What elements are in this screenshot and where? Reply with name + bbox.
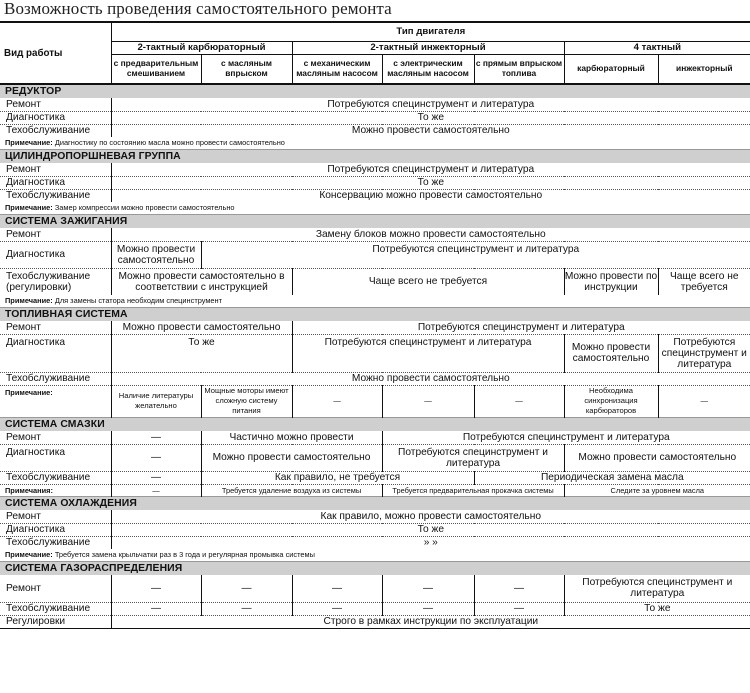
fuel-note-3: — bbox=[292, 385, 382, 417]
ignition-note bbox=[0, 295, 750, 307]
note-label: Примечание: bbox=[5, 296, 53, 306]
ignition-diag-b: Потребуются специнструмент и литература bbox=[201, 241, 750, 268]
cylinder-note bbox=[0, 202, 750, 214]
lub-note-c: Требуется предварительная прокачка системы bbox=[382, 484, 564, 496]
timing-repair-1: — bbox=[111, 575, 201, 602]
row-label-adjustments: Регулировки bbox=[0, 615, 111, 628]
col-oil-injection: с масляным впрыском bbox=[201, 54, 292, 84]
lub-maint-a: — bbox=[111, 471, 201, 484]
ignition-maint-d: Чаще всего не требуется bbox=[658, 268, 750, 295]
cooling-diagnostics: То же bbox=[111, 523, 750, 536]
timing-maint-d: То же bbox=[564, 602, 750, 615]
timing-maint-4: — bbox=[382, 602, 474, 615]
section-reducer: РЕДУКТОР bbox=[0, 84, 750, 98]
fuel-note-4: — bbox=[382, 385, 474, 417]
section-ignition: СИСТЕМА ЗАЖИГАНИЯ bbox=[0, 214, 750, 228]
col-direct-injection: с прямым впрыском топлива bbox=[474, 54, 564, 84]
timing-maint-5: — bbox=[474, 602, 564, 615]
reducer-note bbox=[0, 137, 750, 149]
row-label-diagnostics: Диагностика bbox=[0, 444, 111, 471]
lub-maint-c: Периодическая замена масла bbox=[474, 471, 750, 484]
section-timing: СИСТЕМА ГАЗОРАСПРЕДЕЛЕНИЯ bbox=[0, 561, 750, 575]
cylinder-diagnostics: То же bbox=[111, 176, 750, 189]
col-mech-pump: с механическим масляным насосом bbox=[292, 54, 382, 84]
fuel-note-6: Необходима синхронизация карбюраторов bbox=[564, 385, 658, 417]
note-label: Примечание: bbox=[5, 550, 53, 560]
timing-repair-5: — bbox=[474, 575, 564, 602]
ignition-maint-c: Можно провести по инструкции bbox=[564, 268, 658, 295]
ignition-maint-a: Можно провести самостоятельно в соответствии с инструкцией bbox=[111, 268, 292, 295]
lub-repair-a: — bbox=[111, 431, 201, 444]
cylinder-repair: Потребуются специнструмент и литература bbox=[111, 163, 750, 176]
fuel-note-1: Наличие литературы желательно bbox=[111, 385, 201, 417]
lub-repair-c: Потребуются специнструмент и литература bbox=[382, 431, 750, 444]
row-label-diagnostics: Диагностика bbox=[0, 523, 111, 536]
lub-maint-b: Как правило, не требуется bbox=[201, 471, 474, 484]
timing-maint-2: — bbox=[201, 602, 292, 615]
col-4t-inj: инжекторный bbox=[658, 54, 750, 84]
note-text: Требуется замена крыльчатки раз в 3 года и регулярная промывка системы bbox=[54, 550, 315, 560]
row-label-maintenance: Техобслуживание bbox=[0, 372, 111, 385]
work-type-header: Вид работы bbox=[0, 22, 111, 84]
section-lubrication: СИСТЕМА СМАЗКИ bbox=[0, 417, 750, 431]
row-label-maintenance: Техобслуживание bbox=[6, 190, 91, 202]
lub-diag-a: — bbox=[111, 444, 201, 471]
lub-note-a: — bbox=[111, 484, 201, 496]
reducer-repair: Потребуются специнструмент и литература bbox=[111, 98, 750, 111]
row-label-diagnostics: Диагностика bbox=[0, 176, 111, 189]
group-4t: 4 тактный bbox=[564, 41, 750, 54]
cooling-maintenance: » » bbox=[111, 536, 750, 549]
row-label-repair: Ремонт bbox=[0, 575, 111, 602]
row-label-repair: Ремонт bbox=[0, 321, 111, 334]
lub-notes-label: Примечания: bbox=[5, 485, 53, 495]
timing-repair-3: — bbox=[292, 575, 382, 602]
row-label-maintenance: Техобслуживание bbox=[6, 125, 91, 137]
col-elec-pump: с электрическим масляным насосом bbox=[382, 54, 474, 84]
lub-diag-d: Можно провести самостоятельно bbox=[564, 444, 750, 471]
row-label-diagnostics: Диагностика bbox=[0, 334, 111, 372]
fuel-diag-c: Можно провести самостоятельно bbox=[564, 334, 658, 372]
fuel-note-5: — bbox=[474, 385, 564, 417]
engine-type-header: Тип двигателя bbox=[111, 22, 750, 41]
col-4t-carb: карбюраторный bbox=[564, 54, 658, 84]
cooling-repair: Как правило, можно провести самостоятельно bbox=[111, 510, 750, 523]
lub-repair-b: Частично можно провести bbox=[201, 431, 382, 444]
page-title: Возможность проведения самостоятельного ремонта bbox=[4, 0, 392, 18]
col-premix: с предварительным смешиванием bbox=[111, 54, 201, 84]
lub-diag-b: Можно провести самостоятельно bbox=[201, 444, 382, 471]
fuel-note-label: Примечание: bbox=[5, 387, 53, 397]
timing-repair-4: — bbox=[382, 575, 474, 602]
lub-note-b: Требуется удаление воздуха из системы bbox=[201, 484, 382, 496]
note-text: Диагностику по состоянию масла можно провести самостоятельно bbox=[54, 138, 285, 148]
row-label-repair: Ремонт bbox=[0, 431, 111, 444]
note-label: Примечание: bbox=[5, 138, 53, 148]
fuel-note-2: Мощные моторы имеют сложную систему питания bbox=[201, 385, 292, 417]
timing-maint-1: — bbox=[111, 602, 201, 615]
fuel-diag-d: Потребуются специнструмент и литература bbox=[658, 334, 750, 372]
row-label-maintenance: Техобслуживание bbox=[6, 537, 91, 549]
note-text: Замер компрессии можно провести самостоятельно bbox=[54, 203, 235, 213]
reducer-diagnostics: То же bbox=[111, 111, 750, 124]
note-label: Примечание: bbox=[5, 203, 53, 213]
repair-table bbox=[0, 21, 750, 629]
row-label-repair: Ремонт bbox=[0, 228, 111, 241]
row-label-maintenance: Техобслуживание bbox=[0, 471, 111, 484]
fuel-diag-b: Потребуются специнструмент и литература bbox=[292, 334, 564, 372]
section-fuel: ТОПЛИВНАЯ СИСТЕМА bbox=[0, 307, 750, 321]
row-label-maintenance-adj: Техобслуживание (регулировки) bbox=[6, 270, 91, 293]
ignition-maint-b: Чаще всего не требуется bbox=[292, 268, 564, 295]
group-2t-carb: 2-тактный карбюраторный bbox=[111, 41, 292, 54]
section-cylinder: ЦИЛИНДРОПОРШНЕВАЯ ГРУППА bbox=[0, 149, 750, 163]
timing-maint-3: — bbox=[292, 602, 382, 615]
row-label-repair: Ремонт bbox=[0, 163, 111, 176]
row-label-diagnostics: Диагностика bbox=[0, 111, 111, 124]
fuel-repair-a: Можно провести самостоятельно bbox=[111, 321, 292, 334]
fuel-diag-a: То же bbox=[111, 334, 292, 372]
section-cooling: СИСТЕМА ОХЛАЖДЕНИЯ bbox=[0, 496, 750, 510]
lub-note-d: Следите за уровнем масла bbox=[564, 484, 750, 496]
fuel-maintenance: Можно провести самостоятельно bbox=[111, 372, 750, 385]
cooling-note bbox=[0, 549, 750, 561]
timing-adjust: Строго в рамках инструкции по эксплуатации bbox=[111, 615, 750, 628]
ignition-diag-a: Можно провести самостоятельно bbox=[111, 241, 201, 268]
timing-repair-d: Потребуются специнструмент и литература bbox=[564, 575, 750, 602]
row-label-repair: Ремонт bbox=[0, 510, 111, 523]
note-text: Для замены статора необходим специнструмент bbox=[54, 296, 223, 306]
row-label-maintenance: Техобслуживание bbox=[0, 602, 111, 615]
reducer-maintenance: Можно провести самостоятельно bbox=[111, 124, 750, 137]
lub-diag-c: Потребуются специнструмент и литература bbox=[382, 444, 564, 471]
row-label-diagnostics: Диагностика bbox=[0, 241, 111, 268]
ignition-repair: Замену блоков можно провести самостоятельно bbox=[111, 228, 750, 241]
fuel-repair-b: Потребуются специнструмент и литература bbox=[292, 321, 750, 334]
group-2t-inj: 2-тактный инжекторный bbox=[292, 41, 564, 54]
timing-repair-2: — bbox=[201, 575, 292, 602]
cylinder-maintenance: Консервацию можно провести самостоятельно bbox=[111, 189, 750, 202]
fuel-note-7: — bbox=[658, 385, 750, 417]
row-label-repair: Ремонт bbox=[0, 98, 111, 111]
